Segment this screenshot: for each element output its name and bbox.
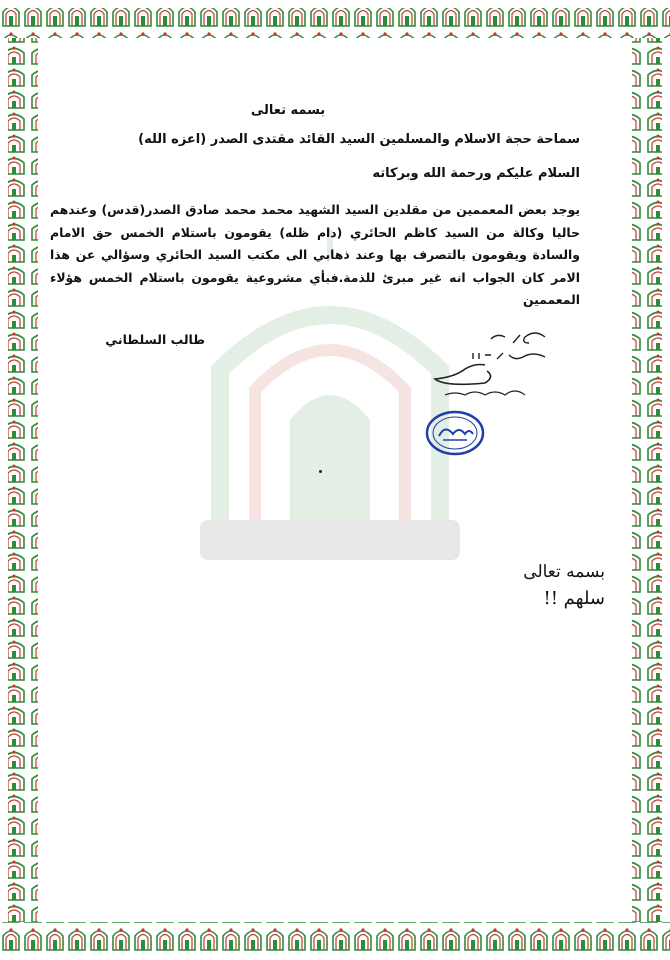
letter-body: يوجد بعض المعممين من مقلدين السيد الشهيد محمد محمد صادق الصدر(قدس) وعندهم حاليا وكالة من السيد كاظم الحائري (دام ظله) يقومون باستلام الخمس حق الامام والسادة ويقومون بالتصرف بها وعند ذهابي الى مكتب السيد الحائري وسؤالي عن هذا الامر كان الجواب انه غير مبرئ للذمة.فبأي مشروعية يقومون باستلام الخمس هؤلاء المعممين	[50, 202, 580, 307]
signer-name: طالب السلطاني	[105, 332, 205, 347]
ink-dot	[319, 470, 322, 473]
heading-basmala: بسمه تعالى	[250, 103, 326, 118]
handwritten-signature	[425, 325, 555, 405]
addressee-line: سماحة حجة الاسلام والمسلمين السيد القائد مقتدى الصدر (اعزه الله)	[138, 132, 580, 147]
reply-line-2: سلهم !!	[543, 588, 605, 609]
greeting-line: السلام عليكم ورحمة الله وبركاته	[372, 166, 580, 181]
reply-line-1: بسمه تعالى	[523, 562, 605, 582]
blue-seal-stamp	[425, 410, 485, 456]
